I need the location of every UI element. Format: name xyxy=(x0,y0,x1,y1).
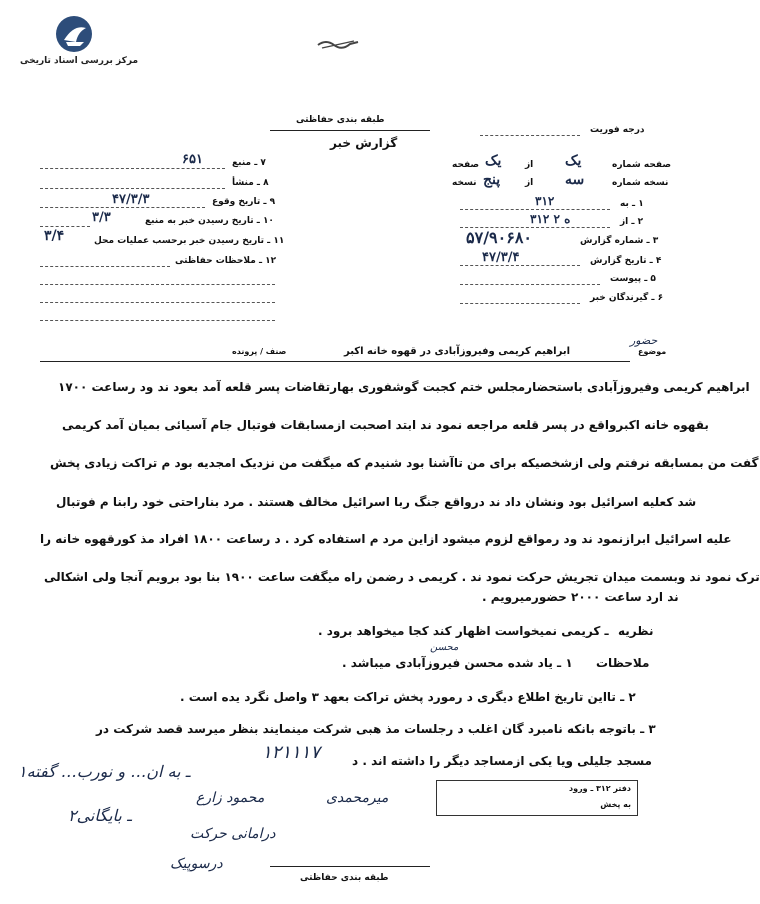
notes-label: ۱۲ ـ ملاحظات حفاظتی xyxy=(175,256,277,266)
from-label: ۲ ـ از xyxy=(620,217,644,227)
header-classification-label: طبقه بندی حفاظتی xyxy=(296,115,385,125)
copy-total-value: پنج xyxy=(483,172,501,188)
archive-logo-icon xyxy=(54,14,94,54)
copy-number-label: نسخه شماره xyxy=(612,178,669,188)
header-rule xyxy=(270,130,430,131)
received-source-dash xyxy=(40,226,90,227)
body-line-6: ترک نمود ند وبسمت میدان تجریش حرکت نمود ند . کریمی د رضمن راه میگفت ساعت ۱۹۰۰ بنا بود برویم آنجا ولی اشکالی xyxy=(44,570,760,584)
left-dash-2 xyxy=(40,302,275,303)
subject-label: موضوع xyxy=(638,347,667,356)
page-number-value: یک xyxy=(565,153,582,169)
notes-dash xyxy=(40,266,170,267)
top-scribble xyxy=(316,36,360,50)
handwritten-number: ۱۲۱۱۱۷ xyxy=(262,742,321,763)
class-label: صنف / پرونده xyxy=(232,347,287,356)
body-line-2: بقهوه خانه اکبرواقع در پسر قلعه مراجعه نمود ند ابتد اصحبت ازمسابقات فوتبال جام آسیائی بمیان آمد کریمی xyxy=(62,418,709,432)
report-number-label: ۳ ـ شماره گزارش xyxy=(580,236,659,246)
report-number-value: ۵۷/۹۰۶۸۰ xyxy=(466,228,532,247)
event-date-value: ۴۷/۳/۳ xyxy=(112,192,150,207)
copy-unit-label: نسخه xyxy=(452,178,477,188)
signature-3: درامانی حرکت xyxy=(190,826,276,842)
signature-1: محمود زارع xyxy=(196,790,265,806)
recipients-label: ۶ ـ گیرندگان خبر xyxy=(590,293,664,303)
signature-2: میرمحمدی xyxy=(326,790,389,806)
event-date-dash xyxy=(40,207,205,208)
page-unit-label: صفحه xyxy=(452,160,480,170)
subject-handwritten: حضور xyxy=(630,334,658,347)
subject-text: ابراهیم کریمی وفیروزآبادی در قهوه خانه اکبر xyxy=(344,346,571,357)
page-number-label: صفحه شماره xyxy=(612,160,672,170)
remark-item-3-line-1: ۳ ـ باتوجه بانکه نامبرد گان اغلب د رجلسات مذ هبی شرکت مینمایند بنظر میرسد قصد شرکت در xyxy=(96,722,656,736)
page-title: گزارش خبر xyxy=(330,136,398,150)
subject-underline xyxy=(40,361,630,362)
received-ops-value: ۳/۴ xyxy=(44,228,65,244)
source-value: ۶۵۱ xyxy=(182,152,203,167)
receipt-stamp xyxy=(436,780,638,816)
priority-dash xyxy=(480,135,580,136)
body-line-7: ند ارد ساعت ۲۰۰۰ حضورمیرویم . xyxy=(482,590,679,604)
received-source-label: ۱۰ ـ تاریخ رسیدن خبر به منبع xyxy=(145,216,274,226)
to-dash xyxy=(460,209,610,210)
received-source-value: ۳/۳ xyxy=(92,210,111,225)
origin-label: ۸ ـ منشأ xyxy=(232,178,269,188)
copy-number-value: سه xyxy=(565,172,585,188)
archive-name: مرکز بررسی اسناد تاریخی xyxy=(20,56,139,66)
remark-item-3-line-2: مسجد جلیلی ویا یکی ازمساجد دیگر را داشته اند . د xyxy=(352,754,652,768)
report-date-dash xyxy=(460,265,580,266)
source-label: ۷ ـ منبع xyxy=(232,158,266,168)
handwritten-note-1: ۱ـ به ان… و نورب… گفته xyxy=(18,762,191,781)
priority-label: درجه فوریت xyxy=(590,125,645,135)
body-line-3: گفت من بمسابقه نرفتم ولی ازشخصیکه برای من تاآشنا بود شنیدم که میگفت من نزدیک امجدیه بود م تراکت زیادی پخش xyxy=(50,456,759,470)
page-total-value: یک xyxy=(485,153,502,169)
event-date-label: ۹ ـ تاریخ وقوع xyxy=(212,197,276,207)
report-date-label: ۴ ـ تاریخ گزارش xyxy=(590,256,662,266)
page-of-label: از xyxy=(525,160,534,170)
interpretation-label: نظریه xyxy=(618,624,654,638)
from-value: ۳۱۲ ه ۲ xyxy=(530,212,571,226)
handwritten-note-2: ۲ـ بایگانی xyxy=(68,806,132,825)
remark-1-handwritten: محسن xyxy=(430,642,459,653)
signature-4: درسوپیک xyxy=(170,856,223,872)
attachment-dash xyxy=(460,284,600,285)
stamp-line-1: دفتر ۳۱۲ ـ ورود xyxy=(569,784,631,793)
source-dash xyxy=(40,168,225,169)
origin-dash xyxy=(40,188,225,189)
body-line-5: علیه اسرائیل ابرازنمود ند ود رمواقع لزوم میشود ازاین مرد م استفاده کرد . د رساعت ۱۸۰۰ افراد مذ کورقهوه خانه را xyxy=(40,532,732,546)
left-dash-1 xyxy=(40,284,275,285)
remark-item-2: ۲ ـ تااین تاریخ اطلاع دیگری د رمورد پخش تراکت بعهد ۳ واصل نگرد یده است . xyxy=(180,690,636,704)
left-dash-3 xyxy=(40,320,275,321)
body-line-1: ابراهیم کریمی وفیروزآبادی باستحضارمجلس ختم کجبت گوشفوری بهارتقاضات پسر قلعه آمد بعود ند ود رساعت ۱۷۰۰ xyxy=(58,380,750,394)
report-date-value: ۴۷/۳/۴ xyxy=(482,250,520,265)
received-ops-label: ۱۱ ـ تاریخ رسیدن خبر برحسب عملیات محل xyxy=(94,236,285,246)
stamp-line-2: به پخش xyxy=(600,800,631,809)
copy-of-label: از xyxy=(525,178,534,188)
remark-item-1: ۱ ـ یاد شده محسن فیروزآبادی میباشد . xyxy=(342,656,573,670)
footer-rule xyxy=(270,866,430,867)
footer-classification-label: طبقه بندی حفاظتی xyxy=(300,873,389,883)
attachment-label: ۵ ـ پیوست xyxy=(610,274,656,284)
remarks-label: ملاحظات xyxy=(596,656,650,670)
body-line-4: شد کعلیه اسرائیل بود ونشان داد ند درواقع جنگ ربا اسرائیل مخالف هستند . مرد بناراحتی خود رابنا م فوتبال xyxy=(56,495,697,509)
recipients-dash xyxy=(460,303,580,304)
to-label: ۱ ـ به xyxy=(620,199,644,209)
interpretation-text: ـ کریمی نمیخواست اظهار کند کجا میخواهد برود . xyxy=(318,624,609,638)
to-value: ۳۱۲ xyxy=(535,194,555,208)
